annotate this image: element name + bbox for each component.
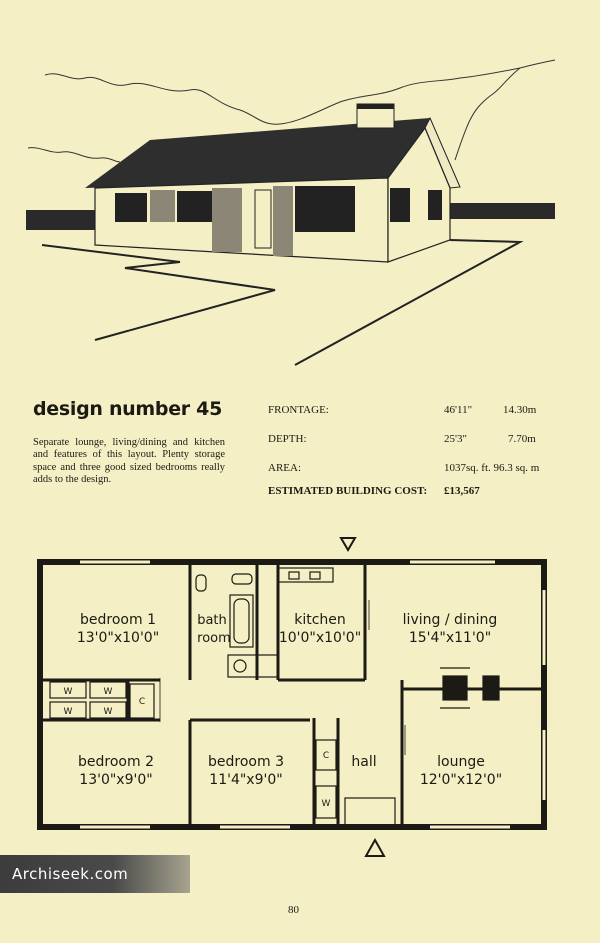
archiseek-watermark [0,855,190,893]
wardrobe-label: W [103,707,113,717]
spec-area-value: 1037sq. ft. 96.3 sq. m [444,462,540,474]
room-bedroom2-size: 13'0"x9'0" [79,772,153,788]
design-title: design number 45 [33,398,223,420]
room-lounge-name: lounge [437,754,485,770]
wardrobe-label: W [63,707,73,717]
room-bedroom2-name: bedroom 2 [78,754,154,770]
spec-frontage-label: FRONTAGE: [268,404,329,416]
spec-cost-value: £13,567 [444,485,480,497]
room-bedroom3-name: bedroom 3 [208,754,284,770]
cupboard-label: C [138,697,146,707]
spec-area-label: AREA: [268,462,301,474]
spec-depth-label: DEPTH: [268,433,307,445]
spec-frontage-metric: 14.30m [503,404,537,416]
room-kitchen-size: 10'0"x10'0" [278,630,362,646]
room-lounge-size: 12'0"x12'0" [419,772,503,788]
watermark-text: Archiseek.com [12,865,129,883]
room-bath-line1: bath [197,613,227,628]
page-number: 80 [288,904,299,916]
room-living-name: living / dining [402,612,498,628]
design-description: Separate lounge, living/dining and kitchen and features of this layout. Plenty storage space and three good sized bedrooms really adds to the design. [33,437,225,486]
wardrobe-label: W [103,687,113,697]
room-hall-name: hall [351,754,377,770]
room-living-size: 15'4"x11'0" [408,630,492,646]
spec-frontage-imperial: 46'11" [444,404,473,416]
room-kitchen-name: kitchen [294,612,346,628]
wardrobe-label: W [63,687,73,697]
wardrobe-label: W [321,799,331,809]
room-bath-line2: room [197,631,231,646]
room-bedroom1-name: bedroom 1 [80,612,156,628]
room-bedroom3-size: 11'4"x9'0" [209,772,283,788]
spec-depth-imperial: 25'3" [444,433,467,445]
cupboard-label: C [322,751,330,761]
room-bedroom1-size: 13'0"x10'0" [76,630,160,646]
spec-depth-metric: 7.70m [508,433,536,445]
spec-cost-label: ESTIMATED BUILDING COST: [268,485,428,497]
